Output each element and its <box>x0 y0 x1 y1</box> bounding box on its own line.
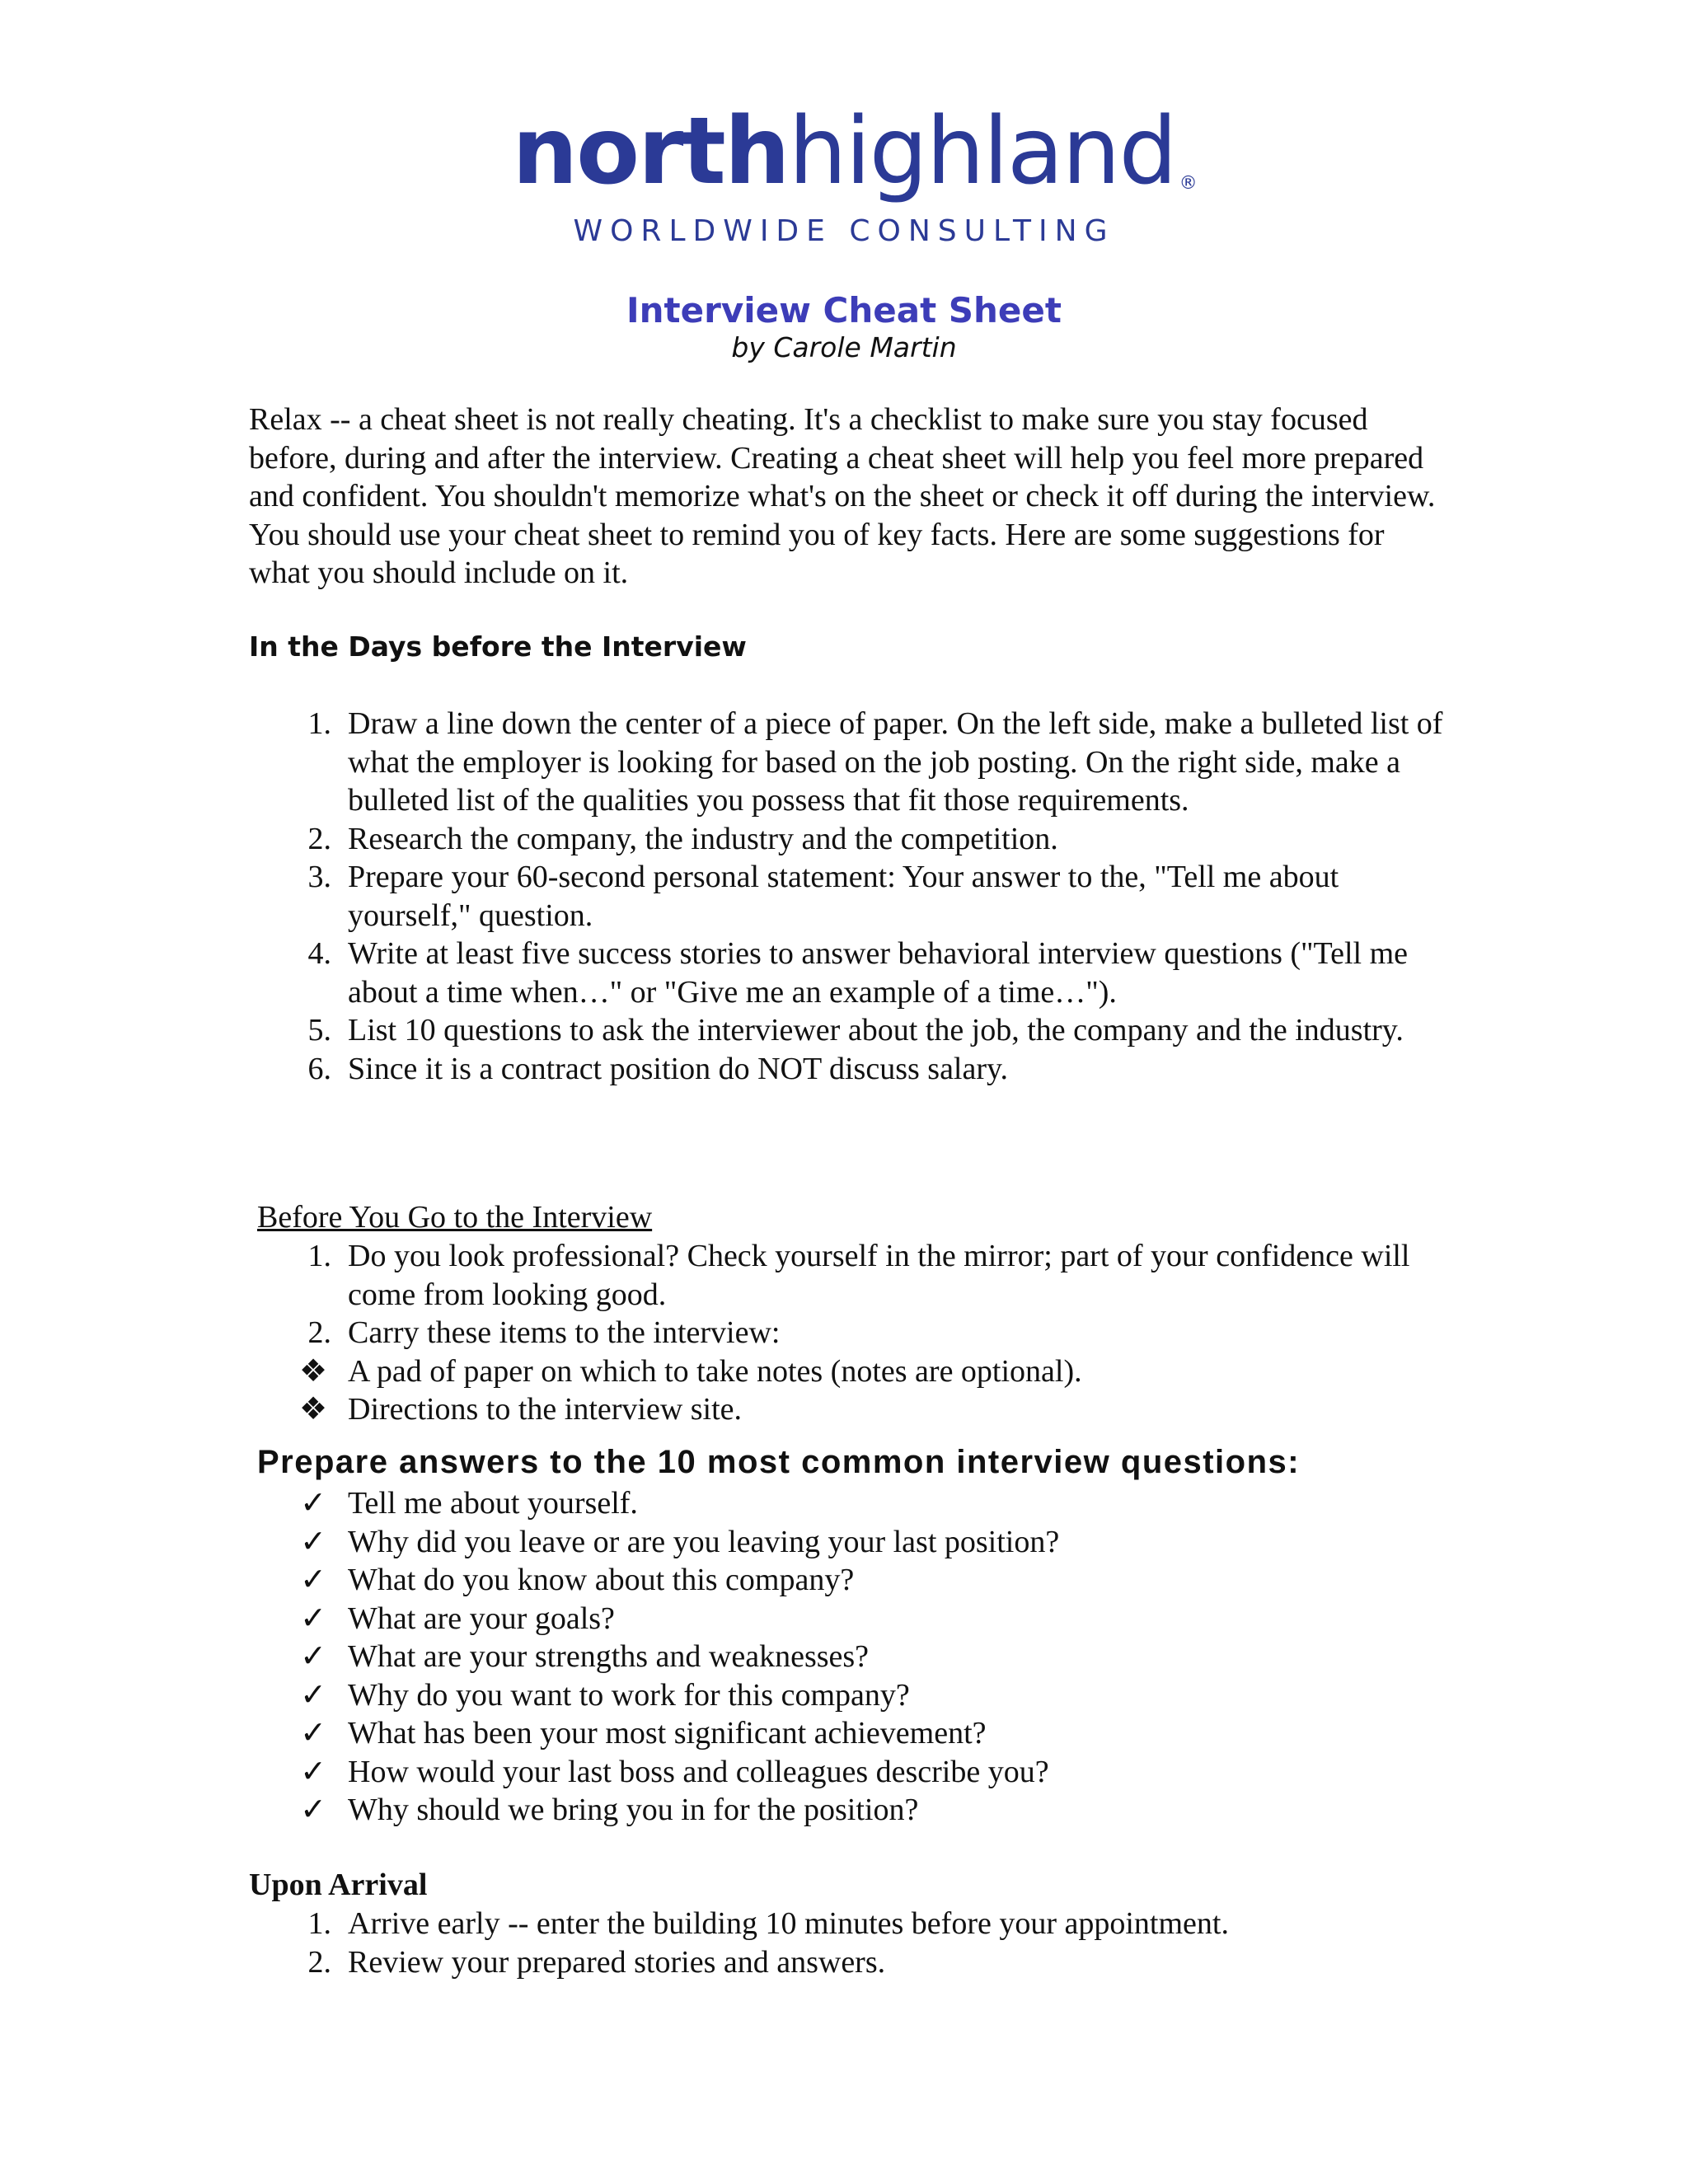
list-item <box>249 1638 1452 1676</box>
arrival-list <box>249 1905 1452 1981</box>
list-item-text: List 10 questions to ask the interviewer about the job, the company and the industry. <box>348 1013 1404 1047</box>
list-item-text: Do you look professional? Check yourself in the mirror; part of your confidence will come from looking good. <box>348 1239 1410 1312</box>
common-questions-list <box>249 1484 1452 1830</box>
section-heading-before-go: Before You Go to the Interview <box>257 1200 653 1235</box>
checkmark-icon: ✓ <box>300 1563 326 1597</box>
checkmark-icon: ✓ <box>300 1524 326 1559</box>
checkmark-icon: ✓ <box>300 1716 326 1750</box>
document-author: by Carole Martin <box>731 331 957 363</box>
list-item <box>249 1352 1452 1391</box>
logo-north: north <box>512 98 789 205</box>
list-item <box>249 1943 1452 1982</box>
list-item <box>249 1676 1452 1715</box>
logo-wordmark <box>512 98 1198 205</box>
before-go-list <box>249 1237 1452 1429</box>
list-item <box>249 1905 1452 1943</box>
list-item-text: A pad of paper on which to take notes (notes are optional). <box>348 1353 1082 1389</box>
list-item-text: What are your goals? <box>348 1601 615 1636</box>
list-number: 2. <box>307 1315 331 1350</box>
list-number: 1. <box>307 1906 331 1941</box>
list-item-text: Why should we bring you in for the position? <box>348 1793 919 1827</box>
list-item-text: Review your prepared stories and answers. <box>348 1944 886 1980</box>
days-before-list <box>249 705 1452 1088</box>
checkmark-icon: ✓ <box>300 1601 326 1636</box>
list-item-text: Prepare your 60-second personal statement: Your answer to the, "Tell me about yourself," question. <box>348 860 1339 933</box>
section-heading-arrival: Upon Arrival <box>249 1868 428 1902</box>
list-number: 3. <box>307 860 331 894</box>
list-item-text: Carry these items to the interview: <box>348 1315 781 1350</box>
document-title: Interview Cheat Sheet <box>626 290 1062 330</box>
list-item <box>249 1791 1452 1830</box>
checkmark-icon: ✓ <box>300 1486 326 1521</box>
checkmark-icon: ✓ <box>300 1754 326 1789</box>
list-item-text: Tell me about yourself. <box>348 1486 638 1521</box>
list-item-text: Draw a line down the center of a piece of paper. On the left side, make a bulleted list of what the employer is looking for based on the job posting. On the right side, make a bulleted list of the qualities you possess that fit those requirements. <box>348 706 1443 818</box>
list-number: 2. <box>307 821 331 856</box>
company-logo <box>0 98 1688 205</box>
list-item <box>249 1011 1452 1050</box>
list-item <box>249 705 1452 820</box>
list-item <box>249 1390 1452 1429</box>
list-item <box>249 858 1452 935</box>
checkmark-icon: ✓ <box>300 1793 326 1827</box>
section-heading-common-questions: Prepare answers to the 10 most common interview questions: <box>257 1444 1301 1480</box>
diamond-bullet-icon: ❖ <box>298 1392 328 1427</box>
list-number: 6. <box>307 1051 331 1086</box>
list-item-text: Arrive early -- enter the building 10 minutes before your appointment. <box>348 1906 1229 1941</box>
logo-highland: highland <box>788 98 1176 205</box>
list-item <box>249 1753 1452 1792</box>
list-item-text: Since it is a contract position do NOT discuss salary. <box>348 1051 1009 1086</box>
list-item-text: What has been your most significant achievement? <box>348 1716 987 1750</box>
list-item <box>249 1600 1452 1638</box>
checkmark-icon: ✓ <box>300 1639 326 1674</box>
list-number: 4. <box>307 936 331 971</box>
list-number: 2. <box>307 1944 331 1980</box>
list-item-text: What do you know about this company? <box>348 1563 855 1597</box>
list-item <box>249 820 1452 859</box>
checkmark-icon: ✓ <box>300 1677 326 1713</box>
list-number: 5. <box>307 1013 331 1047</box>
list-item-text: What are your strengths and weaknesses? <box>348 1639 870 1674</box>
list-item-text: Research the company, the industry and the competition. <box>348 821 1058 856</box>
list-item-text: Why did you leave or are you leaving your last position? <box>348 1524 1060 1559</box>
registered-mark: ® <box>1179 173 1198 194</box>
list-item-text: Directions to the interview site. <box>348 1392 743 1427</box>
diamond-bullet-icon: ❖ <box>298 1353 328 1389</box>
list-item <box>249 1714 1452 1753</box>
list-item <box>249 935 1452 1011</box>
logo-subtitle: WORLDWIDE CONSULTING <box>573 214 1115 248</box>
intro-paragraph: Relax -- a cheat sheet is not really cheating. It's a checklist to make sure you stay focused before, during and after the interview. Creating a cheat sheet will help you feel more prepared and confident. You shouldn't memorize what's on the sheet or check it off during the interview. You should use your cheat sheet to remind you of key facts. Here are some suggestions for what you should include on it. <box>249 402 1436 590</box>
list-item-text: How would your last boss and colleagues describe you? <box>348 1754 1049 1789</box>
list-item <box>249 1523 1452 1562</box>
list-item <box>249 1561 1452 1600</box>
list-item <box>249 1314 1452 1352</box>
list-item <box>249 1050 1452 1089</box>
list-item <box>249 1237 1452 1314</box>
list-item-text: Write at least five success stories to answer behavioral interview questions ("Tell me about a time when…" or "Give me an example of a time…"). <box>348 936 1409 1010</box>
list-number: 1. <box>307 706 331 741</box>
list-number: 1. <box>307 1239 331 1273</box>
section-heading-days-before: In the Days before the Interview <box>249 630 747 663</box>
list-item <box>249 1484 1452 1523</box>
list-item-text: Why do you want to work for this company? <box>348 1677 910 1713</box>
